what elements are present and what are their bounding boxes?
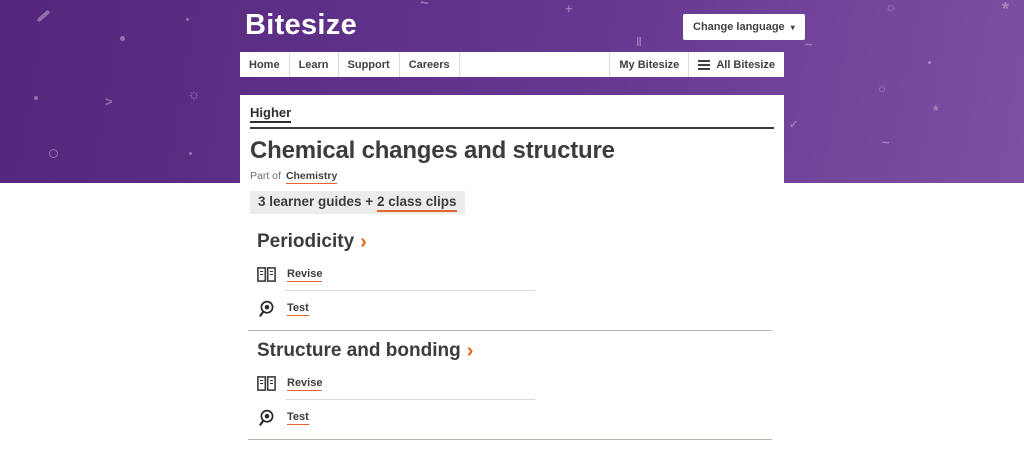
- section-divider: [248, 439, 772, 440]
- test-link[interactable]: Test: [287, 411, 309, 423]
- part-of-subject-link[interactable]: Chemistry: [285, 170, 338, 182]
- bitesize-logo[interactable]: Bitesize: [245, 9, 357, 41]
- doodle-pencil-icon: [37, 9, 51, 22]
- doodle-squiggle-icon: ~: [882, 135, 890, 150]
- open-book-icon: [257, 376, 276, 391]
- nav-item-home[interactable]: Home: [240, 52, 290, 77]
- nav-item-my-bitesize[interactable]: My Bitesize: [609, 52, 688, 77]
- divider: [285, 399, 535, 400]
- doodle-star-icon: *: [1002, 0, 1010, 19]
- chevron-right-icon: ›: [360, 231, 367, 253]
- test-row: [257, 409, 772, 427]
- level-link-higher[interactable]: Higher: [250, 105, 291, 123]
- topic-title: [257, 339, 772, 363]
- divider: [285, 290, 535, 291]
- revise-row: [257, 267, 772, 282]
- doodle-sun-icon: ☼: [885, 0, 897, 14]
- nav-item-all-bitesize[interactable]: [688, 52, 784, 77]
- page-title: Chemical changes and structure: [250, 137, 615, 164]
- nav-item-careers[interactable]: Careers: [400, 52, 460, 77]
- doodle-squiggle-icon: ~: [805, 37, 813, 52]
- hamburger-icon: [698, 58, 710, 72]
- topic-section-periodicity: [257, 230, 772, 331]
- test-icon: [257, 300, 276, 318]
- revise-row: [257, 376, 772, 391]
- doodle-sun-icon: ☼: [187, 86, 201, 103]
- part-of-label: Part of: [250, 170, 281, 182]
- revise-link[interactable]: Revise: [287, 376, 323, 389]
- doodle-dot-icon: [120, 36, 125, 41]
- doodle-chevron-icon: >: [105, 94, 113, 109]
- all-bitesize-label: All Bitesize: [716, 58, 775, 71]
- doodle-dot-icon: [189, 152, 192, 155]
- doodle-dot-icon: [186, 18, 189, 21]
- topic-title-link[interactable]: Structure and bonding: [257, 340, 461, 361]
- doodle-double-bar-icon: ‖: [636, 35, 642, 49]
- test-icon: [257, 409, 276, 427]
- topic-section-structure-and-bonding: [257, 339, 772, 440]
- test-row: [257, 300, 772, 318]
- change-language-label: Change language: [693, 21, 785, 33]
- doodle-dot-icon: [928, 61, 931, 64]
- doodle-plus-icon: +: [565, 1, 573, 16]
- header-rule: [250, 127, 774, 129]
- doodle-ring-icon: [49, 149, 58, 158]
- topic-title: [257, 230, 772, 254]
- top-nav: [240, 52, 784, 77]
- topic-title-link[interactable]: Periodicity: [257, 231, 355, 252]
- summary-text: 3 learner guides +: [258, 194, 377, 209]
- change-language-button[interactable]: [683, 14, 805, 40]
- doodle-star-icon: *: [933, 102, 939, 118]
- nav-item-learn[interactable]: Learn: [290, 52, 339, 77]
- nav-spacer: [460, 52, 610, 77]
- caret-down-icon: ▾: [790, 22, 795, 32]
- nav-item-support[interactable]: Support: [339, 52, 400, 77]
- doodle-squiggle-icon: ~: [420, 0, 429, 12]
- doodle-ring-icon: ○: [878, 81, 886, 96]
- doodle-dot-icon: [34, 96, 38, 100]
- section-divider: [248, 330, 772, 331]
- revise-link[interactable]: Revise: [287, 267, 323, 280]
- topic-header-card: [240, 95, 784, 224]
- doodle-tick-icon: ✓: [789, 119, 799, 131]
- test-link[interactable]: Test: [287, 302, 309, 314]
- content-summary-badge: [250, 191, 465, 214]
- chevron-right-icon: ›: [466, 340, 474, 362]
- open-book-icon: [257, 267, 276, 282]
- class-clips-link[interactable]: 2 class clips: [377, 194, 457, 212]
- part-of-row: [250, 170, 774, 182]
